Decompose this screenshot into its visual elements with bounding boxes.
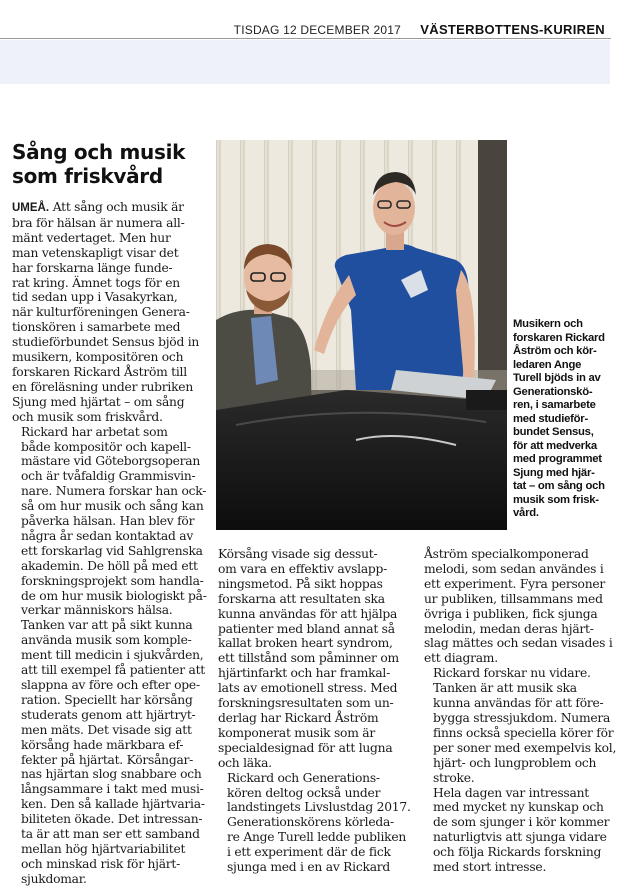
text-line: ration. Speciellt har körsång [21, 692, 193, 707]
text-line: om vara en effektiv avslapp- [218, 561, 388, 576]
text-line: när kulturföreningen Genera- [12, 305, 190, 320]
text-line: sjukdomar. [21, 871, 87, 886]
text-line: ett tillstånd som påminner om [218, 651, 399, 666]
text-line: Körsång visade sig dessut- [218, 547, 378, 561]
photo-caption [513, 318, 617, 521]
text-line: Turell bjöds in av [513, 372, 601, 384]
text-line: komponerat musik som är [218, 725, 375, 740]
text-line: hjärt- och lungproblem och [433, 755, 597, 770]
text-line: Tanken är att musik ska [433, 681, 577, 696]
paragraph [12, 618, 212, 886]
text-line: studerats genom att hjärtryt- [21, 707, 196, 722]
dateline: UMEÅ. [12, 202, 50, 214]
text-line: mänt vedertaget. Men hur [12, 230, 171, 245]
text-line: forskaren Rickard [513, 331, 605, 344]
text-line: ren, i samarbete [513, 399, 596, 411]
text-line: använda musik som komple- [21, 633, 192, 648]
article-column-1 [12, 200, 212, 887]
text-line: melodi, som sedan användes i [424, 561, 604, 576]
paragraph [424, 547, 614, 666]
text-line: bundet Sensus, [513, 426, 594, 438]
text-line: derlag har Rickard Åström [218, 710, 379, 725]
text-line: Hela dagen var intressant [433, 785, 589, 800]
text-line: per soner med exempelvis kol, [433, 740, 617, 755]
text-line: ur publiken, tillsammans med [424, 591, 603, 606]
paragraph [424, 786, 614, 875]
text-line: akademin. De höll på med ett [21, 558, 198, 573]
text-line: fekter på hjärtat. Körsångar- [21, 752, 194, 767]
text-line: att till exempel få patienter att [21, 663, 205, 678]
text-line: ett experiment. Fyra personer [424, 576, 606, 591]
text-line: de som sjunger i kör kommer [433, 815, 610, 830]
paragraph [12, 425, 212, 619]
text-line: forskaren Rickard Åström till [12, 364, 187, 379]
text-line: kunna användas för att hjälpa [218, 606, 398, 621]
text-line: med studieför- [513, 412, 588, 425]
text-line: patienter med bland annat så [218, 621, 395, 636]
article-column-2 [218, 547, 418, 875]
headline-line: som friskvård [12, 164, 163, 188]
text-line: i ett experiment där de fick [227, 845, 391, 860]
text-line: kallat broken heart syndrom, [218, 636, 393, 651]
text-line: musik som frisk- [513, 493, 599, 506]
text-line: de om hur musik biologiskt på- [21, 588, 207, 603]
text-line: sjunga med i en av Rickard [227, 860, 391, 875]
text-line: Generationskörens körleda- [227, 815, 394, 830]
text-line: specialdesignad för att lugna [218, 740, 393, 755]
text-line: några år sedan kontaktad av [21, 528, 194, 543]
text-line: ett forskarlag vid Sahlgrenska [21, 543, 203, 558]
text-line: rat kring. Ämnet togs för en [12, 275, 180, 290]
text-line: kunna användas för att före- [433, 696, 604, 711]
text-line: stroke. [433, 770, 475, 785]
text-line: Rickard forskar nu vidare. [433, 666, 591, 681]
text-line: och musik som friskvård. [12, 409, 163, 424]
paragraph [12, 200, 212, 425]
text-line: man vetenskapligt visar det [12, 245, 179, 260]
text-line: ningsmetod. På sikt hoppas [218, 576, 383, 591]
text-line: melodin, medan deras hjärt- [424, 621, 594, 636]
text-line: ta är att man ser ett samband [21, 827, 200, 842]
grand-piano [216, 390, 507, 530]
text-line: både kompositör och kapell- [21, 439, 191, 454]
article-column-3 [424, 547, 617, 875]
text-line: och är tvåfaldig Grammisvin- [21, 469, 196, 484]
text-line: lats av emotionell stress. Med [218, 681, 398, 696]
text-line: och läka. [218, 755, 272, 770]
text-line: ett diagram. [424, 651, 498, 666]
text-line: Sjung med hjärtat – om sång [12, 394, 185, 409]
text-line: med stort intresse. [433, 860, 547, 875]
text-line: tid sedan upp i Vasakyrkan, [12, 290, 178, 305]
text-line: kören deltog också under [227, 785, 381, 800]
text-line: ledaren Ange [513, 358, 582, 371]
text-line: studieförbundet Sensus bjöd in [12, 335, 200, 350]
text-line: tat – om sång och [513, 480, 605, 492]
text-line: Åström specialkomponerad [424, 547, 589, 561]
text-line: med mycket ny kunskap och [433, 800, 604, 815]
text-line: forskningsresultaten som un- [218, 696, 394, 711]
text-line: forskningsprojekt som handla- [21, 573, 204, 588]
text-line: ken. Den så kallade hjärtvaria- [21, 797, 205, 812]
text-line: Att sång och musik är [49, 200, 184, 214]
text-line: forskarna att resultaten ska [218, 591, 385, 606]
newspaper-name: VÄSTERBOTTENS-KURIREN [420, 22, 605, 37]
text-line: så om hur musik och sång kan [21, 499, 204, 514]
header-banner [0, 40, 610, 84]
text-line: re Ange Turell ledde publiken [227, 830, 407, 845]
text-line: hjärtinfarkt och har framkal- [218, 666, 390, 681]
text-line: för att medverka [513, 439, 597, 452]
text-line: vård. [513, 507, 539, 519]
text-line: Rickard och Generations- [227, 770, 380, 785]
text-line: Generationskö- [513, 385, 593, 398]
text-line: musikern, kompositören och [12, 350, 184, 365]
issue-date: TISDAG 12 DECEMBER 2017 [233, 23, 401, 37]
text-line: mellan hög hjärtvariabilitet [21, 841, 186, 856]
article-photo [216, 140, 507, 530]
text-line: slappna av före och efter ope- [21, 678, 200, 692]
text-line: Musikern och [513, 318, 583, 330]
text-line: naturligtvis att sjunga vidare [433, 830, 607, 845]
text-line: men mäts. Det visade sig att [21, 722, 192, 737]
text-line: landstingets Livslustdag 2017. [227, 800, 411, 815]
paragraph [218, 547, 418, 771]
text-line: ment till medicin i sjukvården, [21, 648, 204, 663]
headline-line: Sång och musik [12, 140, 186, 164]
text-line: slag mättes och sedan visades i [424, 636, 613, 651]
text-line: påverka hälsan. Han blev för [21, 514, 195, 529]
text-line: tionskören i samarbete med [12, 320, 181, 335]
paragraph [218, 771, 418, 875]
text-line: med programmet [513, 453, 602, 465]
masthead [0, 0, 611, 39]
text-line: bygga stressjukdom. Numera [433, 710, 611, 725]
photo-illustration [216, 140, 507, 530]
text-line: Åström och kör- [513, 345, 597, 357]
text-line: Sjung med hjär- [513, 466, 595, 479]
text-line: och följa Rickards forskning [433, 845, 602, 860]
text-line: körsång hade märkbara ef- [21, 737, 184, 752]
paragraph [424, 666, 617, 785]
text-line: nare. Numera forskar han ock- [21, 484, 207, 499]
text-line: Rickard har arbetat som [21, 424, 168, 439]
text-line: mästare vid Göteborgsoperan [21, 454, 201, 469]
text-line: har forskarna länge funde- [12, 260, 173, 275]
text-line: övriga i publiken, fick sjunga [424, 606, 598, 621]
text-line: finns också speciella körer för [433, 725, 614, 740]
text-line: Tanken var att på sikt kunna [21, 618, 193, 633]
article-headline [12, 140, 212, 188]
text-line: en föreläsning under rubriken [12, 379, 193, 394]
blue-tshirt [335, 244, 469, 390]
text-line: nas hjärtan slog snabbare och [21, 767, 202, 782]
text-line: och minskad risk för hjärt- [21, 856, 181, 871]
text-line: biliteten ökade. Det intressan- [21, 812, 203, 827]
text-line: bra för hälsan är numera all- [12, 215, 185, 230]
text-line: verkar människors hälsa. [21, 603, 173, 618]
text-line: långsammare i takt med musi- [21, 782, 204, 797]
